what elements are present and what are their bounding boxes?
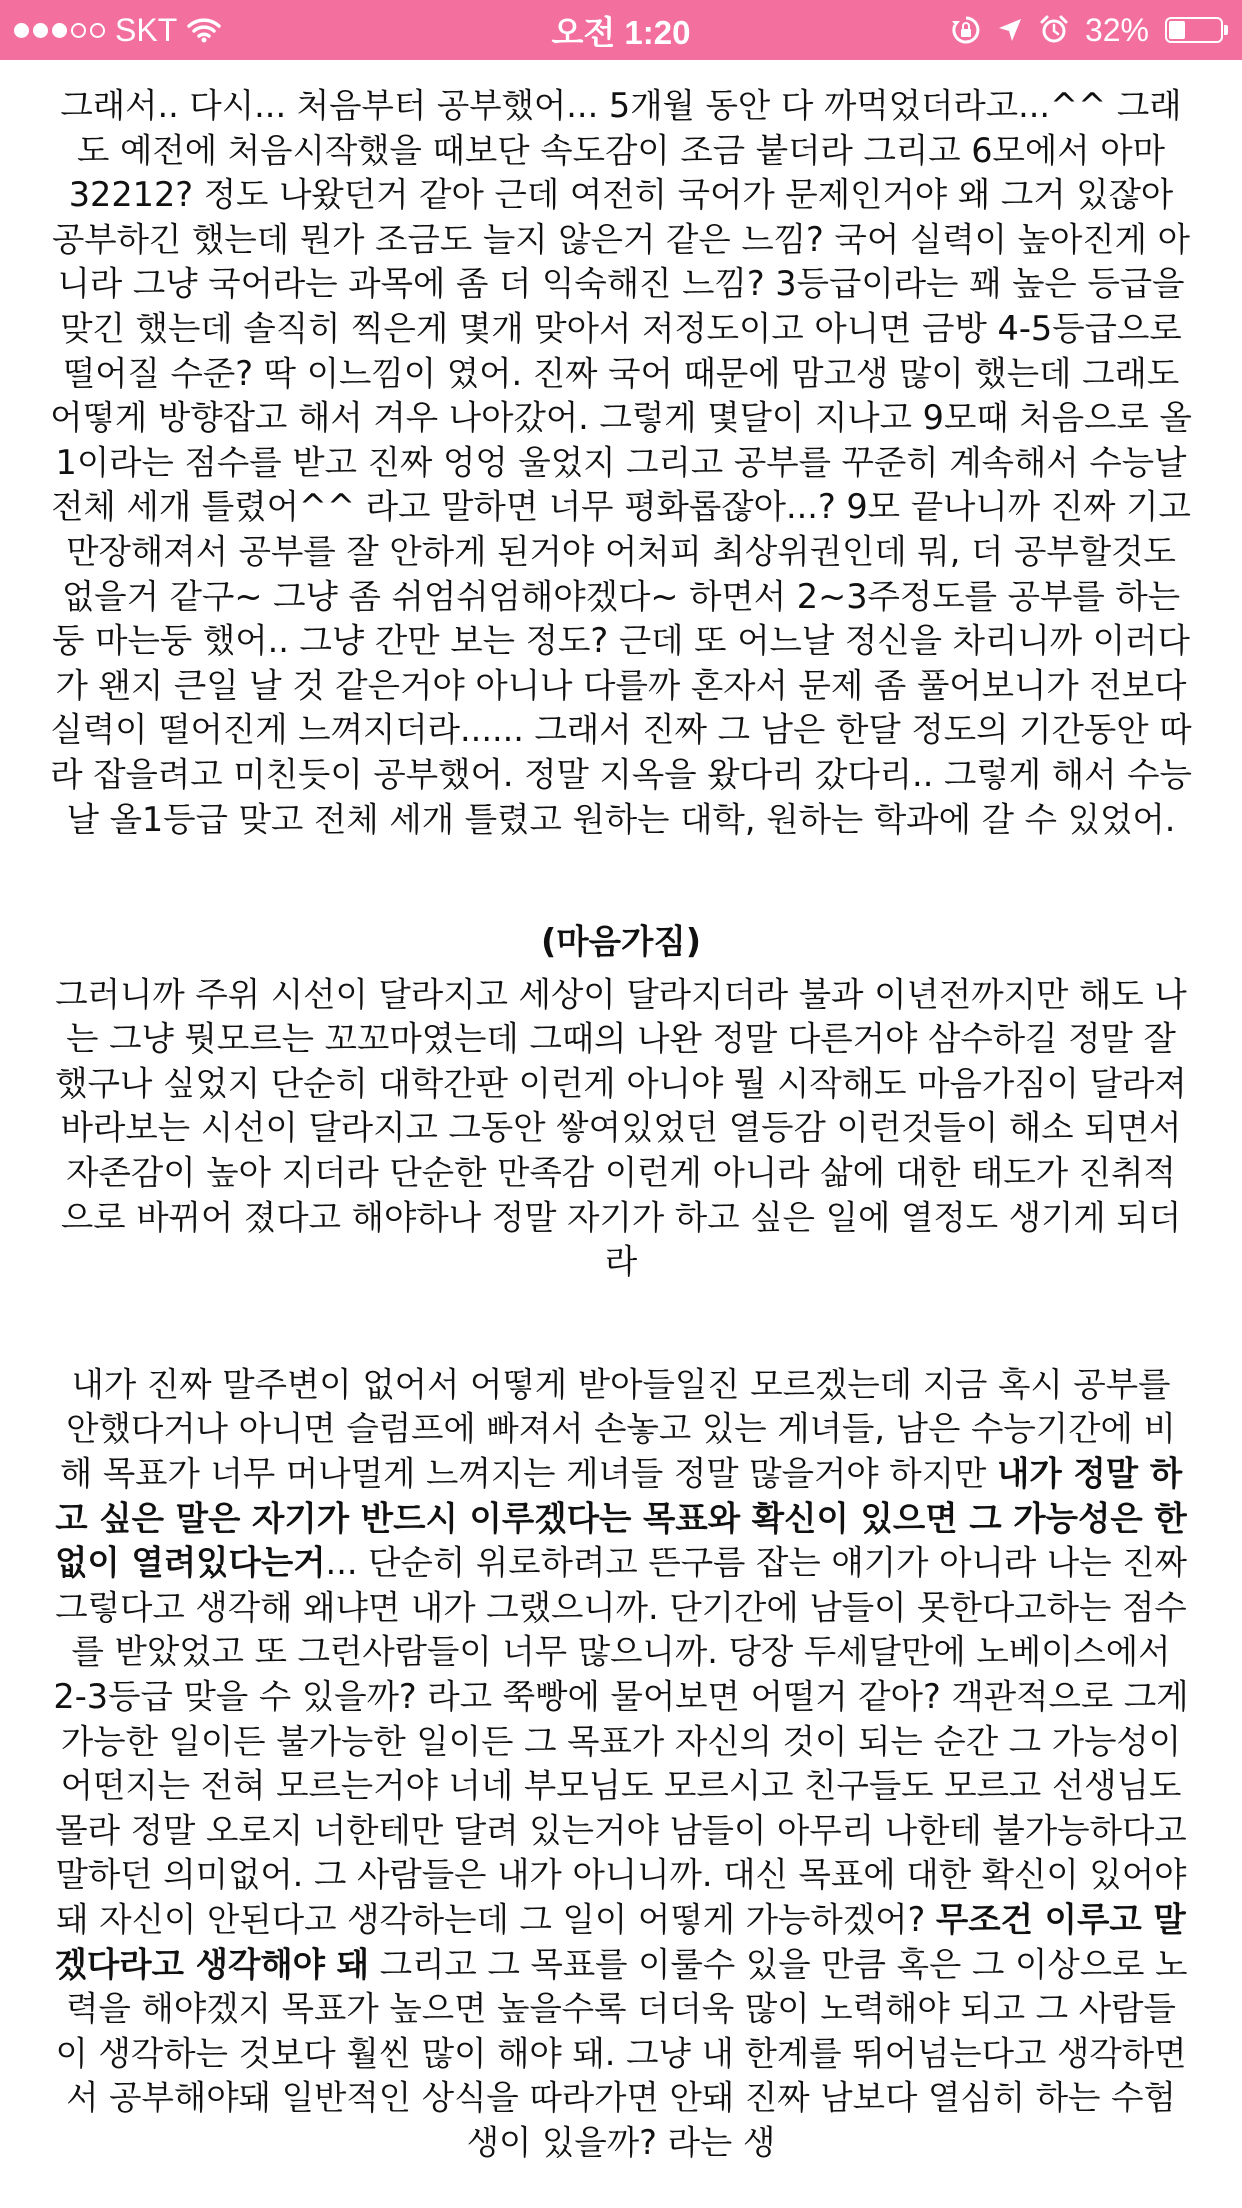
location-arrow-icon (997, 17, 1023, 43)
battery-percent: 32% (1084, 11, 1149, 48)
paragraph-text: ... 단순히 위로하려고 뜬구름 잡는 얘기가 아니라 나는 진짜 그렇다고 생각해 왜냐면 내가 그랬으니까. 단기간에 남들이 못한다고하는 점수를 받았었고 또 그런사람들이 너무 많으니까. 당장 두세달만에 노베이스에서 2-3등급 맞을 수 있을까? 라고 쭉빵에 물어보면 어떨거 같아? 객관적으로 그게 가능한 일이든 불가능한 일이든 그 목표가 자신의 것이 되는 순간 그 가능성이 어떤지는 전혀 모르는거야 너네 부모님도 모르시고 친구들도 모르고 선생님도 몰라 정말 오로지 너한테만 달려 있는거야 남들이 아무리 나한테 불가능하다고 말하던 의미없어. 그 사람들은 내가 아니니까. 대신 목표에 대한 확신이 있어야돼 자신이 안된다고 생각하는데 그 일이 어떻게 가능하겠어? (53, 1543, 1189, 1939)
rotation-lock-icon (951, 15, 981, 45)
status-right (951, 0, 1228, 60)
emphasized-text: 무조건 이루고 말겠다라고 생각해야 돼 (54, 1899, 1186, 1984)
status-time: 오전 1:20 (551, 13, 691, 51)
article-paragraph (50, 1363, 1192, 2166)
emphasized-text: 내가 정말 하고 싶은 말은 자기가 반드시 이루겠다는 목표와 확신이 있으면 그 가능성은 한없이 열려있다는거 (54, 1454, 1187, 1583)
article-body (50, 84, 1192, 2166)
battery-icon (1165, 17, 1228, 43)
alarm-icon (1039, 15, 1069, 45)
paragraph-text: 그리고 그 목표를 이룰수 있을 만큼 혹은 그 이상으로 노력을 해야겠지 목표가 높으면 높을수록 더더욱 많이 노력해야 되고 그 사람들이 생각하는 것보다 훨씬 많이 해야 돼. 그냥 내 한계를 뛰어넘는다고 생각하면서 공부해야돼 일반적인 상식을 따라가면 안돼 진짜 남보다 열심히 하는 수험생이 있을까? 라는 생 (55, 1944, 1188, 2162)
section-heading: (마음가짐) (540, 922, 702, 962)
article-paragraph: 그러니까 주위 시선이 달라지고 세상이 달라지더라 불과 이년전까지만 해도 나는 그냥 뭣모르는 꼬꼬마였는데 그때의 나완 정말 다른거야 삼수하길 정말 잘했구나 싶었지 단순히 대학간판 이런게 아니야 뭘 시작해도 마음가짐이 달라져 바라보는 시선이 달라지고 그동안 쌓여있었던 열등감 이런것들이 해소 되면서 자존감이 높아 지더라 단순한 만족감 이런게 아니라 삶에 대한 태도가 진취적으로 바뀌어 졌다고 해야하나 정말 자기가 하고 싶은 일에 열정도 생기게 되더라 (55, 974, 1187, 1282)
paragraph-text: 내가 진짜 말주변이 없어서 어떻게 받아들일진 모르겠는데 지금 혹시 공부를 안했다거나 아니면 슬럼프에 빠져서 손놓고 있는 게녀들, 남은 수능기간에 비해 목표가 너무 머나멀게 느껴지는 게녀들 정말 많을거야 하지만 (59, 1364, 1176, 1494)
carrier-label: SKT (115, 11, 178, 48)
article-paragraph: 그래서.. 다시... 처음부터 공부했어... 5개월 동안 다 까먹었더라고...^^ 그래도 예전에 처음시작했을 때보단 속도감이 조금 붙더라 그리고 6모에서 아마 32212? 정도 나왔던거 같아 근데 여전히 국어가 문제인거야 왜 그거 있잖아 공부하긴 했는데 뭔가 조금도 늘지 않은거 같은 느낌? 국어 실력이 높아진게 아니라 그냥 국어라는 과목에 좀 더 익숙해진 느낌? 3등급이라는 꽤 높은 등급을 맞긴 했는데 솔직히 찍은게 몇개 맞아서 저정도이고 아니면 금방 4-5등급으로 떨어질 수준? 딱 이느낌이 였어. 진짜 국어 때문에 맘고생 많이 했는데 그래도 어떻게 방향잡고 해서 겨우 나아갔어. 그렇게 몇달이 지나고 9모때 처음으로 올1이라는 점수를 받고 진짜 엉엉 울었지 그리고 공부를 꾸준히 계속해서 수능날 전체 세개 틀렸어^^ 라고 말하면 너무 평화롭잖아...? 9모 끝나니까 진짜 기고만장해져서 공부를 잘 안하게 된거야 어처피 최상위권인데 뭐, 더 공부할것도 없을거 같구~ 그냥 좀 쉬엄쉬엄해야겠다~ 하면서 2~3주정도를 공부를 하는둥 마는둥 했어.. 그냥 간만 보는 정도? 근데 또 어느날 정신을 차리니까 이러다가 왠지 큰일 날 것 같은거야 아니나 다를까 혼자서 문제 좀 풀어보니가 전보다 실력이 떨어진게 느껴지더라...... 그래서 진짜 그 남은 한달 정도의 기간동안 따라 잡을려고 미친듯이 공부했어. 정말 지옥을 왔다리 갔다리.. 그렇게 해서 수능날 올1등급 맞고 전체 세개 틀렸고 원하는 대학, 원하는 학과에 갈 수 있었어. (50, 86, 1192, 839)
status-bar (0, 0, 1242, 60)
battery-fill (1169, 21, 1185, 39)
